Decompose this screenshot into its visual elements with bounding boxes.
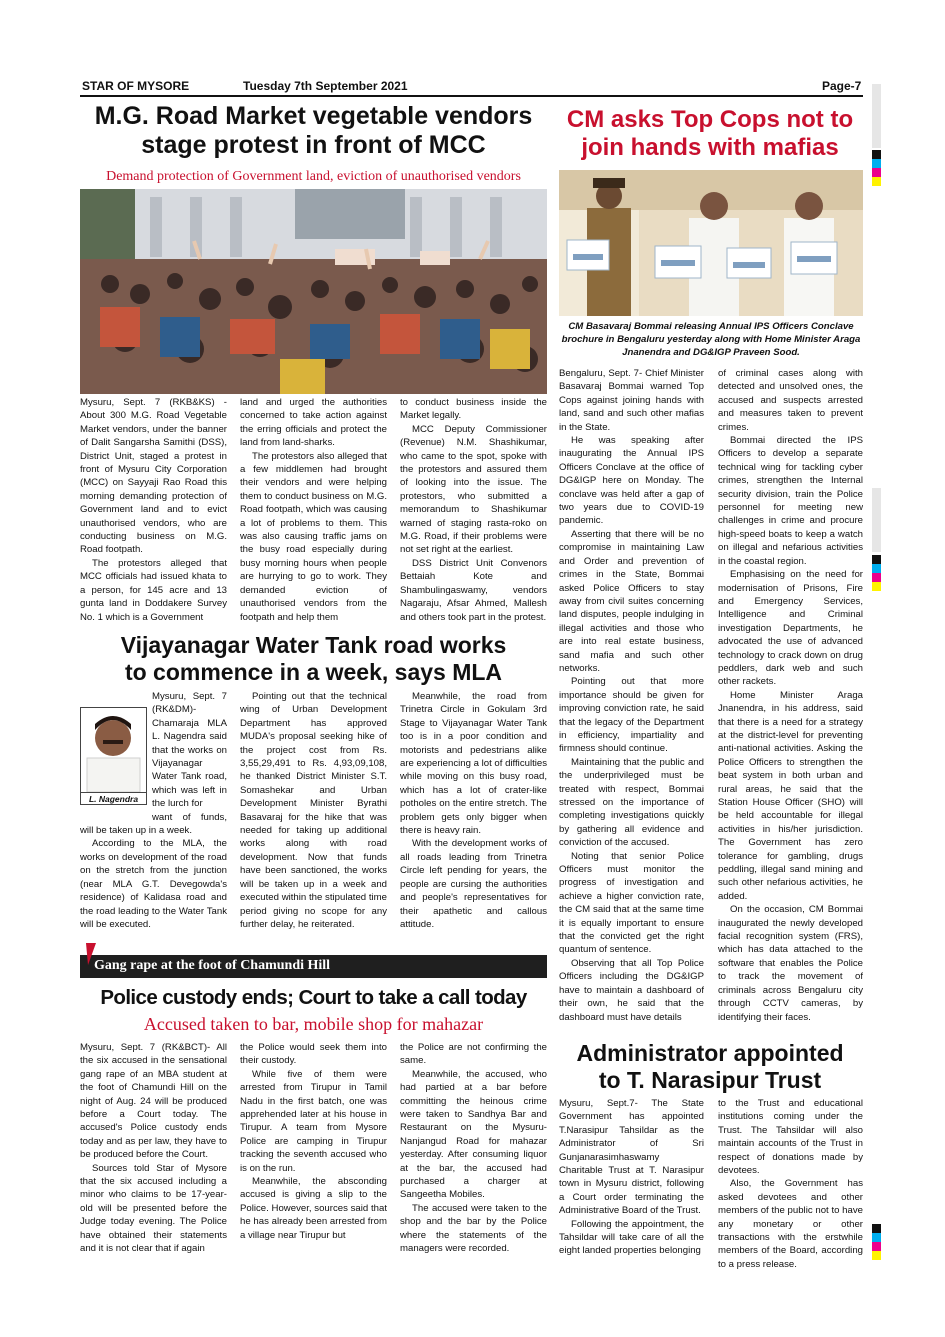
edge-strip-top: [872, 84, 881, 148]
story5-paragraph: Also, the Government has asked devotees and other members of the public not to have any monetary or other transactions with the erstwhile members of the Board, according to a press release.: [718, 1178, 863, 1270]
story2-paragraph: Pointing out that more importance should be given for improving conviction rate, he said that the legacy of the Department in efficiency, impartiality and firmness should continue.: [559, 676, 704, 755]
story2-paragraph: Emphasising on the need for modernisation of Prisons, Fire and Emergency Services, Intelligence and Criminal investigation Departments, he advocated the use of advanced technology to crack down on drug peddlers, dark web and such other rackets.: [718, 569, 863, 688]
story1-headline: [80, 102, 547, 160]
story4-paragraph: Mysuru, Sept. 7 (RK&BCT)- All the six accused in the sensational gang rape of an MBA student at the foot of Chamundi Hill on the night of Aug. 24 will be produced before a Court today. The accused's Police custody ends today and as per law, they have to be produced before the Court.: [80, 1042, 227, 1161]
story5-headline-line1: Administrator appointed: [576, 1040, 844, 1066]
story2-photo-caption: CM Basavaraj Bommai releasing Annual IPS Officers Conclave brochure in Bengaluru yesterday along with Home Minister Araga Jnanendra and DG&IGP Praveen Sood.: [561, 321, 861, 358]
story5-column-2: [718, 1097, 863, 1272]
color-registration-marks-middle: [872, 555, 881, 591]
story2-paragraph: Bommai directed the IPS Officers to develop a separate technical wing for tackling cyber crimes, strengthen the Internal security division, train the Police personnel for meeting new challenges in crime and procure high-speed boats to keep a watch on illegal and nefarious activities in the coastal region.: [718, 435, 863, 567]
story4-paragraph: The accused were taken to the shop and the bar by the Police where the statements of the managers were recorded.: [400, 1202, 547, 1255]
story1-paragraph: Mysuru, Sept. 7 (RKB&KS) - About 300 M.G. Road Vegetable Market vendors, under the banner of Dalit Sangarsha Samithi (DSS), District Unit, staged a protest in front of Mysuru City Corporation (MCC) on Sayyaji Rao Road this morning demanding protection of Government land and to evict unauthorised vendors, who are conducting business on M.G. Road footpath.: [80, 397, 227, 556]
story4-banner: [80, 955, 547, 978]
masthead-rule: [80, 95, 863, 97]
story1-paragraph: land and urged the authorities concerned to take action against the erring officials and protect the land from land-sharks.: [240, 397, 387, 449]
story3-headline-line1: Vijayanagar Water Tank road works: [120, 632, 507, 658]
story4-banner-text: Gang rape at the foot of Chamundi Hill: [94, 958, 331, 973]
story1-column-1: [80, 396, 227, 632]
story2-column-1: [559, 367, 704, 1039]
story4-paragraph: Meanwhile, the accused, who had partied at a bar before committing the heinous crime were taken to Sandhya Bar and Restaurant on the Mysuru-Nanjangud Road for mahazar yesterday. After consuming liquor at the bar, the accused had purchased a charger at Sangeetha Mobiles.: [400, 1068, 547, 1201]
story3-column-3: [400, 690, 547, 940]
story1-paragraph: The protestors also alleged that a few middlemen had brought their vendors and were helping them to conduct business on M.G. Road footpath, which was causing a lot of problems to them. This was also causing traffic jams on the busy road especially during busy morning hours when people are hurrying to go to work. They demanded eviction of unauthorised vendors from the footpath and help them: [240, 450, 387, 623]
story5-headline-line2: to T. Narasipur Trust: [598, 1066, 822, 1093]
story3-paragraph: Pointing out that the technical wing of Urban Development Department has approved MUDA's proposal seeking hike of the project cost from Rs. 3,55,29,491 to Rs. 4,93,09,108, he thanked District Minister S.T. Somashekar and Urban Development Minister Byrathi Basavaraj for the hike that was needed for taking up additional works along with road development. Now that funds have been sanctioned, the works will be taken up in a week and executed within the stipulated time period giving no scope for any further delay, he reiterated.: [240, 691, 387, 930]
story4-deck: Accused taken to bar, mobile shop for mahazar: [143, 1014, 484, 1034]
story2-paragraph: Home Minister Araga Jnanendra, in his address, said that there is a need for a strategy at the district-level for preventing anti-national activities. Asking the Police Officers to strengthen the beat system in both urban and rural areas, he said that the Station House Officer (SHO) will be held accountable for illegal activities in his/her jurisdiction. The Government has zero tolerance for gambling, drugs peddling, illegal sand mining and such other nefarious activities, he added.: [718, 689, 863, 902]
story1-headline-line2: stage protest in front of MCC: [141, 131, 486, 159]
story3-paragraph: want of funds, will be taken up in a week.: [80, 811, 227, 837]
story4-column-1: [80, 1041, 227, 1271]
story3-paragraph: According to the MLA, the works on development of the road on the stretch from the junction (near MLA G.T. Devegowda's residence) of Kalidasa road and the road leading to the Water Tank will be executed.: [80, 838, 227, 930]
story2-paragraph: Observing that all Top Police Officers including the DG&IGP have to maintain a dashboard of their own, he said that the dashboard must have details: [559, 957, 704, 1023]
story5-paragraph: to the Trust and educational institutions coming under the Trust. The Tahsildar will also maintain accounts of the Trust in respect of donations made by devotees.: [718, 1098, 863, 1177]
story5-paragraph: Mysuru, Sept.7- The State Government has appointed T.Narasipur Tahsildar as the Administrator of Sri Gunjanarasimhaswamy Charitable Trust at T. Narasipur town in Mysuru district, following a Court order terminating the Administrative Board of the Trust.: [559, 1098, 704, 1217]
story4-paragraph: Sources told Star of Mysore that the six accused including a minor who claims to be 17-year-old will be presented before the Judge today evening. The Police have obtained their statements and it is not clear that if again: [80, 1162, 227, 1255]
story4-paragraph: the Police are not confirming the same.: [400, 1042, 547, 1067]
cm-brochure-photo: [559, 170, 863, 316]
edge-strip-middle: [872, 488, 881, 552]
story3-paragraph: Meanwhile, the road from Trinetra Circle in Gokulam 3rd Stage to Vijayanagar Water Tank too is in a poor condition and motorists and pedestrians alike are experiencing a lot of difficulties while moving on this busy road, which has a lot of crater-like potholes on the entire stretch. The problem gets only bigger when there is heavy rain.: [400, 691, 547, 837]
story4-column-2: [240, 1041, 387, 1271]
story3-headline: [80, 632, 547, 685]
story2-headline-line2: join hands with mafias: [581, 133, 839, 161]
color-registration-marks-top: [872, 150, 881, 186]
story4-column-3: [400, 1041, 547, 1271]
story4-paragraph: the Police would seek them into their custody.: [240, 1042, 387, 1067]
story3-paragraph: Mysuru, Sept. 7 (RK&DM)- Chamaraja MLA L. Nagendra said that the works on Vijayanagar Water Tank road, which was left in the lurch for: [152, 691, 227, 810]
masthead-paper-name: STAR OF MYSORE: [82, 79, 190, 93]
story1-paragraph: DSS District Unit Convenors Bettaiah Kote and Shambulingaswamy, vendors Nagaraju, Afsar Ahmed, Mallesh and others took part in the protest.: [400, 557, 547, 623]
mugshot-wrap-space: [80, 690, 152, 814]
story3-column-2: [240, 690, 387, 940]
story5-paragraph: Following the appointment, the Tahsildar will take care of all the eight landed properties belonging: [559, 1218, 704, 1257]
story3-column-1: [80, 690, 227, 940]
story2-paragraph: Bengaluru, Sept. 7- Chief Minister Basavaraj Bommai warned Top Cops against joining hands with land, sand and such other mafias in the State.: [559, 368, 704, 433]
color-registration-marks-bottom: [872, 1224, 881, 1260]
story3-headline-line2: to commence in a week, says MLA: [124, 658, 503, 685]
story1-paragraph: MCC Deputy Commissioner (Revenue) N.M. Shashikumar, who came to the spot, spoke with the protestors and assured them of looking into the issue. The protestors, who submitted a memorandum to Shashikumar warned of staging rasta-roko on M.G. Road, if their problems were not set right at the earliest.: [400, 423, 547, 556]
story2-paragraph: On the occasion, CM Bommai inaugurated the newly developed facial recognition system (FRS), which has data attached to the software that enables the Police to track the movement of criminals across Bengaluru city through CCTV cameras, by identifying their faces.: [718, 904, 863, 1023]
story4-paragraph: While five of them were arrested from Tirupur in Tamil Nadu in the first batch, one was apprehended later at his house in Tirupur. A team from Mysore Police are camping in Tirupur tracking the seventh accused who is on the run.: [240, 1068, 387, 1174]
story5-headline: [557, 1040, 863, 1093]
story2-paragraph: Noting that senior Police Officers must monitor the progress of investigation and achieve a higher conviction rate, the CM said that at the same time it is equally important to ensure that the convicted get the right quantum of sentence.: [559, 850, 704, 956]
story2-paragraph: He was speaking after inaugurating the Annual IPS Officers Conclave at the office of DG&IGP here on Monday. The conclave was held after a gap of two years due to COVID-19 pandemic.: [559, 435, 704, 527]
mla-mugshot-caption: L. Nagendra: [81, 792, 146, 805]
story1-column-2: [240, 396, 387, 632]
story2-headline: [557, 106, 863, 162]
story2-paragraph: of criminal cases along with detected and unsolved ones, the accused and suspects arrested and measures taken to prevent crimes.: [718, 368, 863, 433]
story2-headline-line1: CM asks Top Cops not to: [566, 106, 854, 133]
story4-headline: Police custody ends; Court to take a call today: [100, 986, 527, 1009]
story1-deck: Demand protection of Government land, eviction of unauthorised vendors: [106, 169, 521, 184]
story2-paragraph: Asserting that there will be no compromise in maintaining Law and Order and prevention of crimes in the State, Bommai asked Police Officers to stay away from civil suites concerning land disputes, people indulging in illegal activities and those who are into real estate business, sand mafia and such other networks.: [559, 528, 704, 674]
protest-photo: [80, 189, 547, 394]
story1-paragraph: The protestors alleged that MCC officials had issued khata to a person, for 145 acre and 13 gunta land in Doddakere Survey No. 1 which is a Government: [80, 557, 227, 623]
story4-paragraph: Meanwhile, the absconding accused is giving a slip to the Police. However, sources said that he has already been arrested from a village near Tirupur but: [240, 1176, 387, 1241]
page-number: Page-7: [822, 79, 862, 93]
story1-headline-line1: M.G. Road Market vegetable vendors: [94, 102, 533, 130]
story3-paragraph: With the development works of all roads leading from Trinetra Circle left pending for years, the people are cursing the authorities and people's representatives for their apathetic and callous attitude.: [400, 838, 547, 930]
story2-column-2: [718, 367, 863, 1039]
story1-paragraph: to conduct business inside the Market legally.: [400, 397, 547, 422]
story5-column-1: [559, 1097, 704, 1272]
story2-paragraph: Maintaining that the public and the underprivileged must be treated with respect, Bommai stressed on the importance of completing investigations quickly by gathering all evidence and conviction of the accused.: [559, 756, 704, 849]
masthead-date: Tuesday 7th September 2021: [243, 79, 408, 93]
story1-column-3: [400, 396, 547, 632]
